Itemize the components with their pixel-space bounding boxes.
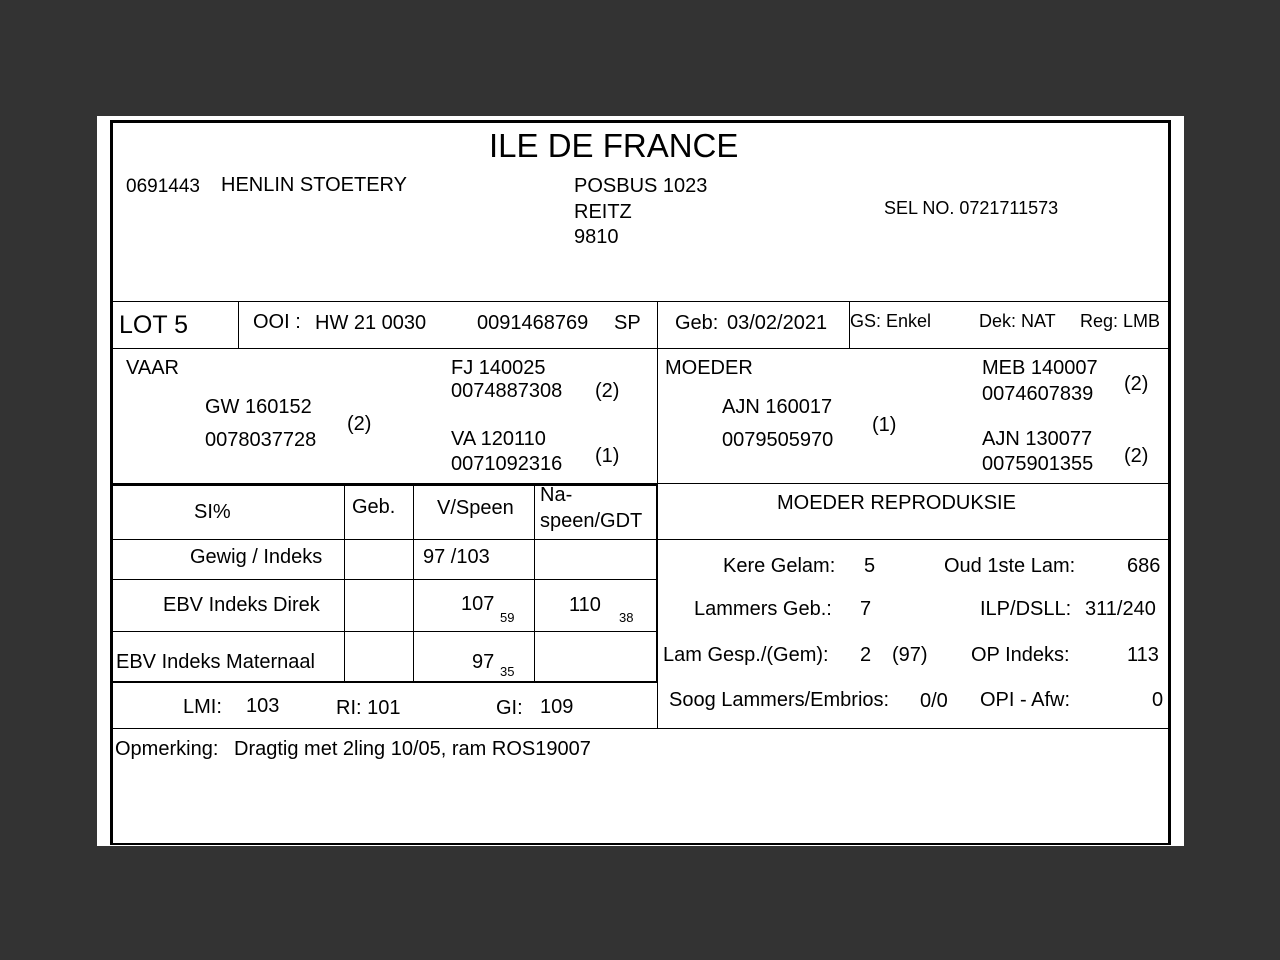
sire-number: 0078037728 bbox=[205, 429, 317, 451]
dek-value: Dek: NAT bbox=[979, 311, 1056, 331]
lmi-label: LMI: bbox=[183, 696, 222, 718]
gesp-average: (97) bbox=[892, 644, 928, 666]
sire-sire-count: (2) bbox=[595, 380, 620, 402]
breeder-name: HENLIN STOETERY bbox=[221, 174, 407, 196]
remark-label: Opmerking: bbox=[115, 738, 219, 760]
direk-naspeen: 110 bbox=[569, 594, 601, 616]
dam-number: 0079505970 bbox=[722, 429, 834, 451]
si-header: SI% bbox=[194, 501, 231, 523]
direk-vspeen: 107 bbox=[461, 593, 495, 615]
sire-sire-number: 0074887308 bbox=[451, 380, 563, 402]
oud-value: 686 bbox=[1127, 555, 1161, 577]
vspeen-header: V/Speen bbox=[437, 497, 514, 519]
naspeen-header-line2: speen/GDT bbox=[540, 510, 643, 532]
rule bbox=[413, 484, 414, 681]
sire-sire-id: FJ 140025 bbox=[451, 357, 546, 379]
rule bbox=[113, 631, 658, 632]
rule bbox=[113, 579, 658, 580]
ilp-label: ILP/DSLL: bbox=[980, 598, 1072, 620]
rule bbox=[113, 348, 1171, 349]
direk-label: EBV Indeks Direk bbox=[163, 594, 320, 616]
op-label: OP Indeks: bbox=[971, 644, 1070, 666]
registration-number: 0091468769 bbox=[477, 312, 589, 334]
gewig-vspeen: 97 /103 bbox=[423, 546, 490, 568]
sire-dam-count: (1) bbox=[595, 445, 620, 467]
kere-value: 5 bbox=[864, 555, 876, 577]
address-line-2: REITZ bbox=[574, 201, 632, 223]
maternaal-vspeen: 97 bbox=[472, 651, 495, 673]
kere-label: Kere Gelam: bbox=[723, 555, 836, 577]
gewig-label: Gewig / Indeks bbox=[190, 546, 323, 568]
rule bbox=[238, 302, 239, 348]
ilp-value: 311/240 bbox=[1085, 598, 1156, 620]
gs-value: GS: Enkel bbox=[850, 311, 932, 331]
dam-sire-id: MEB 140007 bbox=[982, 357, 1098, 379]
rule bbox=[113, 539, 1171, 540]
gesp-value: 2 bbox=[860, 644, 872, 666]
rule bbox=[113, 681, 658, 683]
rule bbox=[534, 484, 535, 681]
breed-title: ILE DE FRANCE bbox=[489, 127, 739, 164]
lot-number: LOT 5 bbox=[119, 311, 189, 339]
oud-label: Oud 1ste Lam: bbox=[944, 555, 1076, 577]
rule bbox=[113, 484, 658, 486]
sire-count: (2) bbox=[347, 413, 372, 435]
ri-value: RI: 101 bbox=[336, 697, 401, 719]
sel-number: SEL NO. 0721711573 bbox=[884, 198, 1059, 218]
direk-vspeen-accuracy: 59 bbox=[500, 610, 515, 625]
dam-dam-count: (2) bbox=[1124, 445, 1149, 467]
naspeen-header-line1: Na- bbox=[540, 484, 573, 506]
rule bbox=[344, 484, 345, 681]
lammers-value: 7 bbox=[860, 598, 872, 620]
address-line-3: 9810 bbox=[574, 226, 619, 248]
dam-label: MOEDER bbox=[665, 357, 753, 379]
sire-label: VAAR bbox=[126, 357, 179, 379]
sire-dam-number: 0071092316 bbox=[451, 453, 563, 475]
gi-label: GI: bbox=[496, 697, 523, 719]
opi-value: 0 bbox=[1152, 689, 1164, 711]
dam-sire-number: 0074607839 bbox=[982, 383, 1094, 405]
remark-text: Dragtig met 2ling 10/05, ram ROS19007 bbox=[234, 738, 591, 760]
reg-value: Reg: LMB bbox=[1080, 311, 1161, 331]
dam-dam-id: AJN 130077 bbox=[982, 428, 1093, 450]
gesp-label: Lam Gesp./(Gem): bbox=[663, 644, 829, 666]
rule bbox=[113, 728, 1171, 729]
breeder-code: 0691443 bbox=[126, 176, 200, 197]
gi-value: 109 bbox=[540, 696, 574, 718]
dam-sire-count: (2) bbox=[1124, 373, 1149, 395]
rule bbox=[656, 484, 658, 682]
lmi-value: 103 bbox=[246, 695, 280, 717]
birth-date: 03/02/2021 bbox=[727, 312, 828, 334]
op-value: 113 bbox=[1127, 644, 1159, 666]
sp-code: SP bbox=[614, 312, 641, 334]
dam-id: AJN 160017 bbox=[722, 396, 833, 418]
maternaal-label: EBV Indeks Maternaal bbox=[116, 651, 315, 673]
dam-dam-number: 0075901355 bbox=[982, 453, 1094, 475]
birth-label: Geb: bbox=[675, 312, 719, 334]
address-line-1: POSBUS 1023 bbox=[574, 175, 708, 197]
reproduction-title: MOEDER REPRODUKSIE bbox=[777, 492, 1016, 514]
lot-card bbox=[97, 116, 1184, 846]
ooi-id: HW 21 0030 bbox=[315, 312, 427, 334]
dam-count: (1) bbox=[872, 414, 897, 436]
soog-value: 0/0 bbox=[920, 690, 948, 712]
opi-label: OPI - Afw: bbox=[980, 689, 1071, 711]
ooi-label: OOI : bbox=[253, 311, 301, 333]
soog-label: Soog Lammers/Embrios: bbox=[669, 689, 890, 711]
rule bbox=[113, 301, 1171, 302]
sire-id: GW 160152 bbox=[205, 396, 312, 418]
geb-header: Geb. bbox=[352, 496, 396, 518]
lammers-label: Lammers Geb.: bbox=[694, 598, 832, 620]
maternaal-vspeen-accuracy: 35 bbox=[500, 664, 515, 679]
direk-naspeen-accuracy: 38 bbox=[619, 610, 634, 625]
sire-dam-id: VA 120110 bbox=[451, 428, 546, 450]
